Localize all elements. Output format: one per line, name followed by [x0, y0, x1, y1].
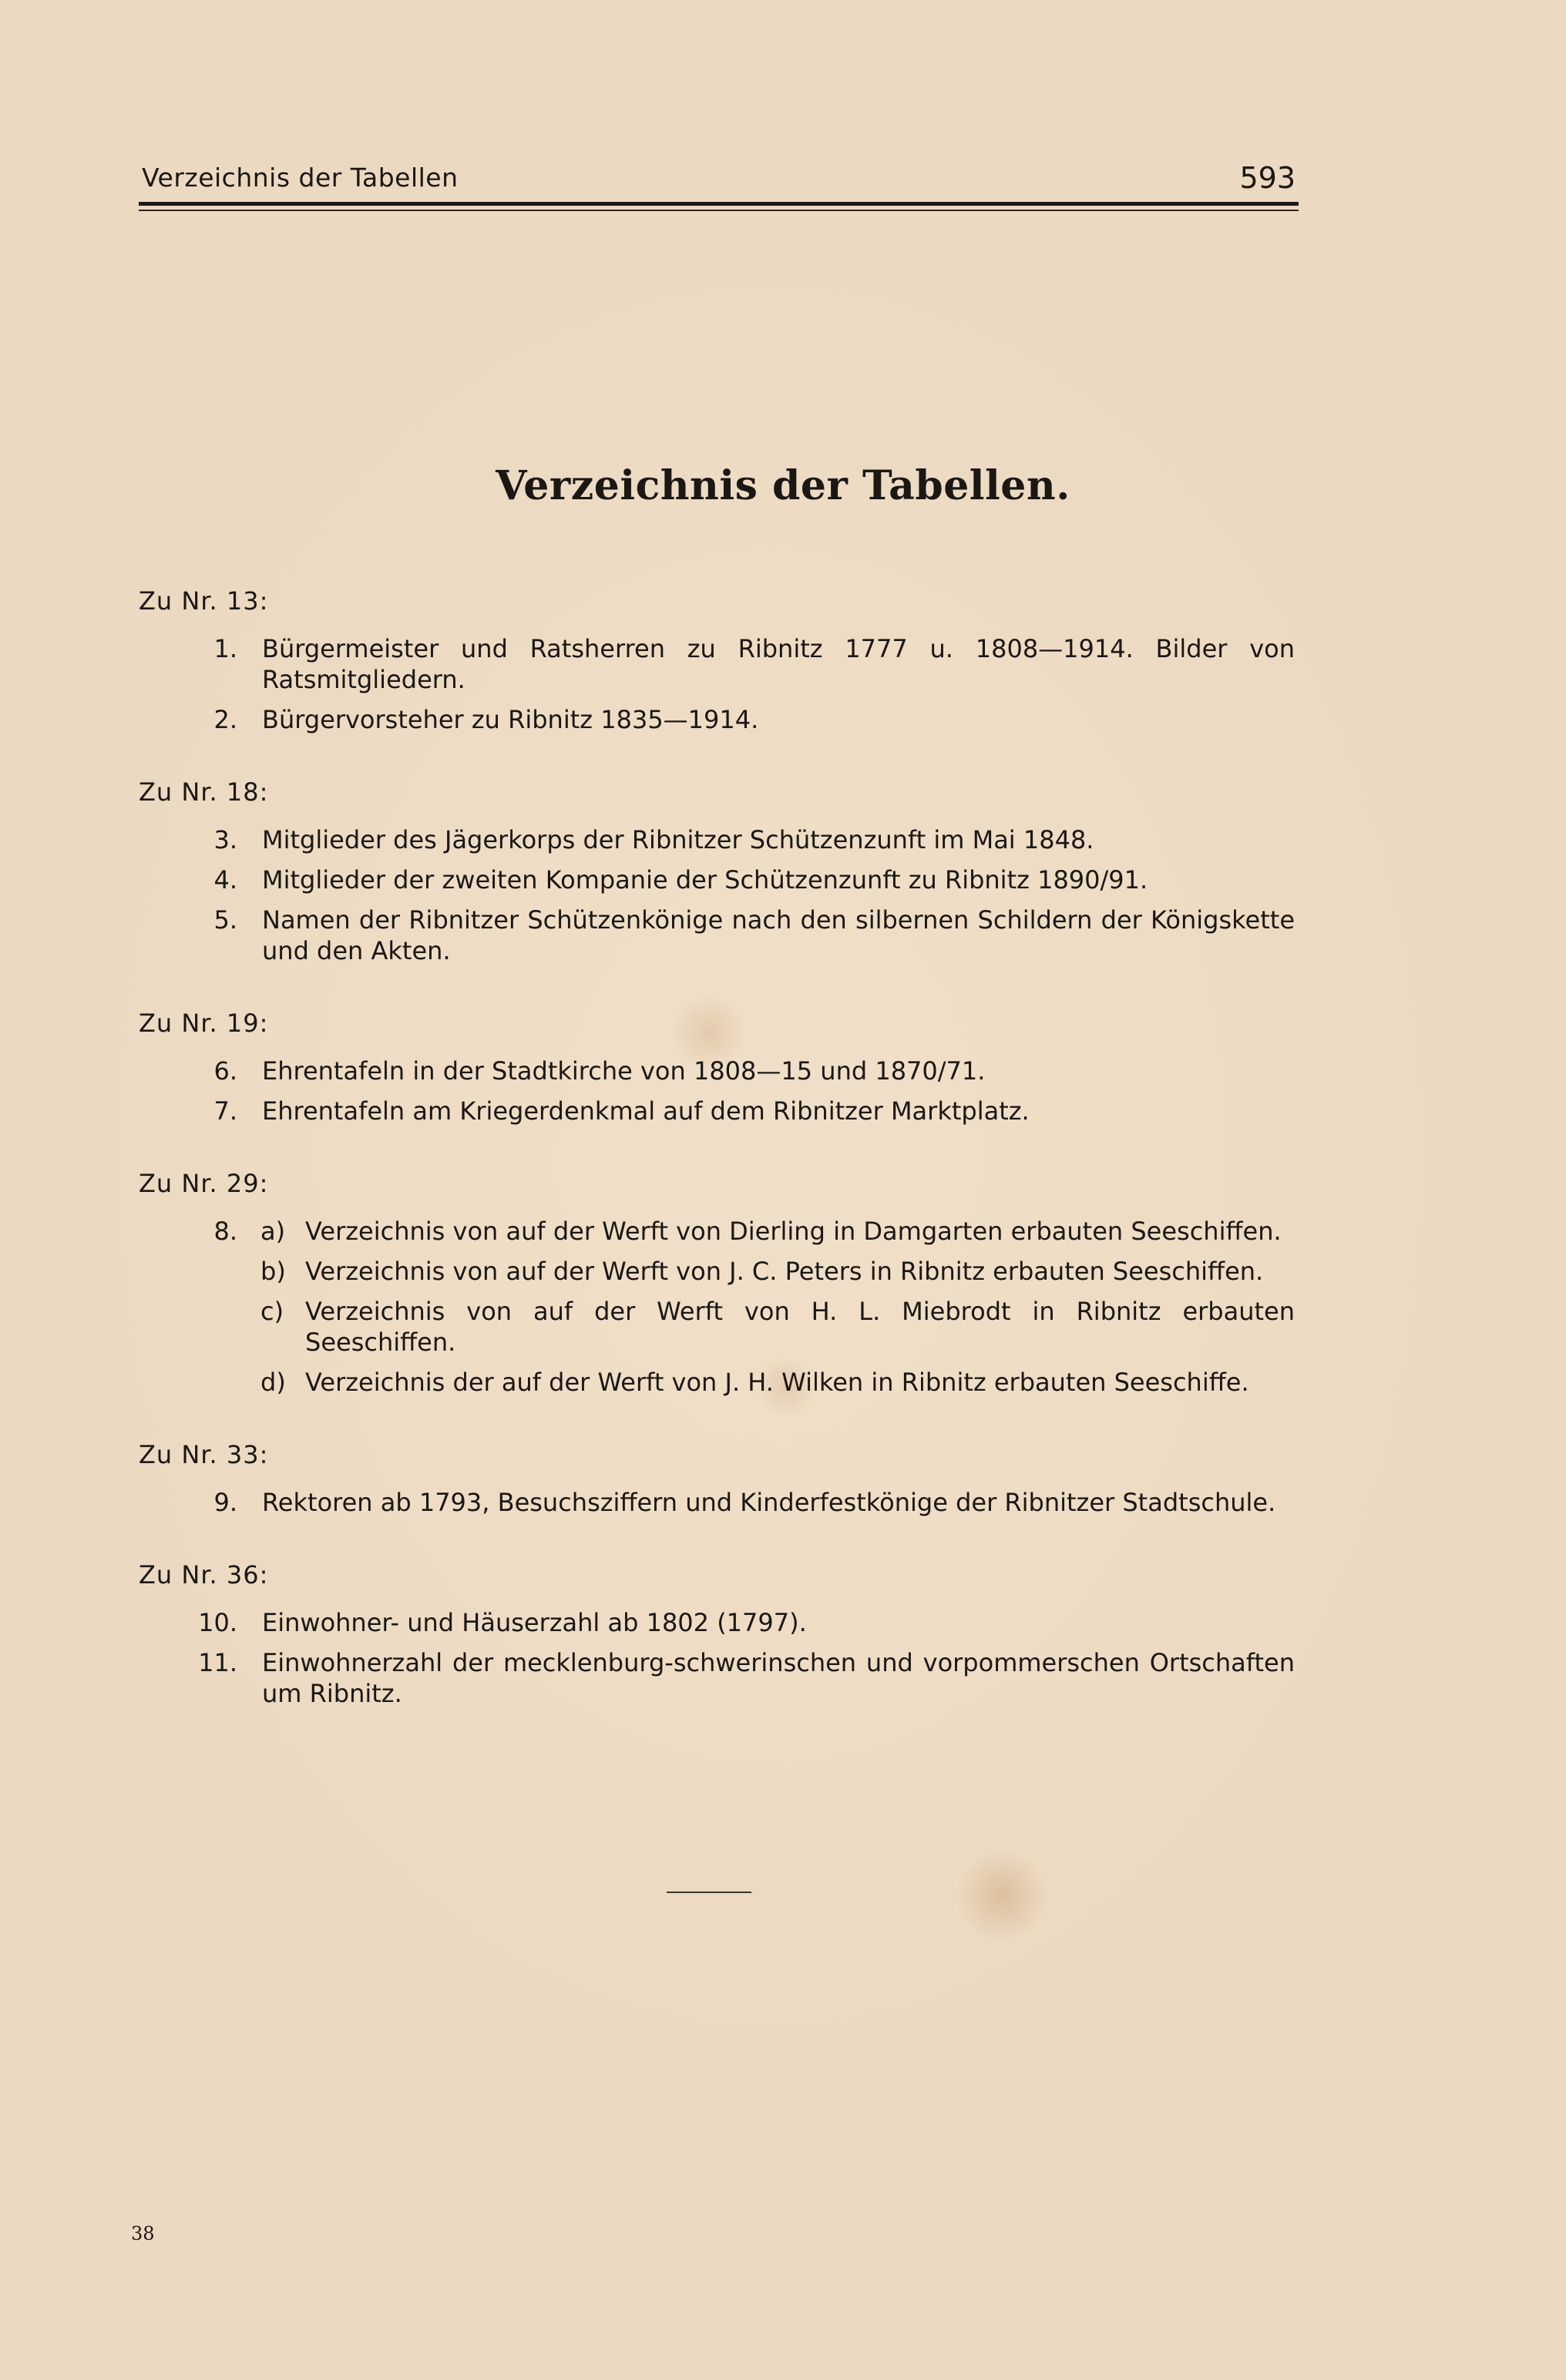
item-number: 1. [213, 634, 237, 663]
item-number: 10. [198, 1608, 237, 1637]
item-text: Rektoren ab 1793, Besuchsziffern und Kinderfestkönige der Ribnitzer Stadtschule. [262, 1488, 1276, 1517]
section-nr-18 [139, 777, 1295, 966]
item-text: Verzeichnis von auf der Werft von J. C. Peters in Ribnitz erbauten Seeschiffen. [305, 1257, 1264, 1286]
item-text: Bürgermeister und Ratsherren zu Ribnitz 1777 u. 1808—1914. Bilder von Ratsmitgliedern. [262, 634, 1295, 694]
list-item [139, 1647, 1295, 1709]
item-number: 4. [213, 865, 237, 895]
section-nr-29 [139, 1168, 1295, 1398]
section-heading: Zu Nr. 18: [139, 777, 269, 807]
section-heading: Zu Nr. 33: [139, 1440, 269, 1469]
list-item [139, 704, 1295, 735]
list-item [139, 1607, 1295, 1638]
item-number: 7. [213, 1096, 237, 1126]
list-item [139, 905, 1295, 966]
item-number: 11. [198, 1648, 237, 1677]
section-nr-33 [139, 1439, 1295, 1518]
end-rule [667, 1892, 751, 1893]
item-text: Bürgervorsteher zu Ribnitz 1835—1914. [262, 705, 759, 734]
section-heading: Zu Nr. 13: [139, 586, 269, 616]
list-item [139, 1296, 1295, 1358]
item-letter: b) [260, 1257, 286, 1286]
section-nr-13 [139, 586, 1295, 735]
running-title: Verzeichnis der Tabellen [142, 163, 459, 193]
signature-mark: 38 [131, 2223, 155, 2244]
section-heading: Zu Nr. 29: [139, 1169, 269, 1198]
list-item [139, 1256, 1295, 1287]
item-number: 3. [213, 825, 237, 854]
item-number: 6. [213, 1056, 237, 1086]
list-item [139, 1367, 1295, 1398]
list-item [139, 1216, 1295, 1247]
list-item [139, 1487, 1295, 1518]
item-text: Verzeichnis der auf der Werft von J. H. Wilken in Ribnitz erbauten Seeschiffe. [305, 1368, 1249, 1397]
item-letter: d) [260, 1368, 286, 1397]
item-text: Verzeichnis von auf der Werft von Dierling in Damgarten erbauten Seeschiffen. [305, 1217, 1282, 1246]
item-text: Einwohnerzahl der mecklenburg-schwerinschen und vorpommerschen Ortschaften um Ribnitz. [262, 1648, 1295, 1708]
list-item [139, 1056, 1295, 1086]
item-text: Ehrentafeln in der Stadtkirche von 1808—15 und 1870/71. [262, 1056, 986, 1086]
list-item [139, 633, 1295, 695]
item-text: Ehrentafeln am Kriegerdenkmal auf dem Ribnitzer Marktplatz. [262, 1096, 1030, 1126]
item-number: 5. [213, 905, 237, 935]
page-title: Verzeichnis der Tabellen. [496, 462, 1070, 509]
section-nr-36 [139, 1559, 1295, 1709]
item-letter: c) [260, 1297, 284, 1326]
item-text: Namen der Ribnitzer Schützenkönige nach den silbernen Schildern der Königskette und den Akten. [262, 905, 1295, 965]
item-text: Mitglieder des Jägerkorps der Ribnitzer Schützenzunft im Mai 1848. [262, 825, 1094, 854]
header-rule-thick [139, 202, 1299, 206]
item-text: Mitglieder der zweiten Kompanie der Schützenzunft zu Ribnitz 1890/91. [262, 865, 1148, 895]
item-text: Einwohner- und Häuserzahl ab 1802 (1797). [262, 1608, 807, 1637]
item-text: Verzeichnis von auf der Werft von H. L. Miebrodt in Ribnitz erbauten Seeschiffen. [305, 1297, 1295, 1357]
section-heading: Zu Nr. 19: [139, 1009, 269, 1038]
list-item [139, 824, 1295, 855]
section-nr-19 [139, 1008, 1295, 1126]
section-heading: Zu Nr. 36: [139, 1560, 269, 1589]
header-rule-thin [139, 210, 1299, 211]
list-item [139, 1096, 1295, 1126]
table-list [139, 586, 1295, 1751]
item-number: 8. [213, 1217, 237, 1246]
item-number: 9. [213, 1488, 237, 1517]
running-header [139, 158, 1299, 204]
item-letter: a) [260, 1217, 286, 1246]
page-number: 593 [1239, 161, 1295, 195]
item-number: 2. [213, 705, 237, 734]
list-item [139, 864, 1295, 895]
